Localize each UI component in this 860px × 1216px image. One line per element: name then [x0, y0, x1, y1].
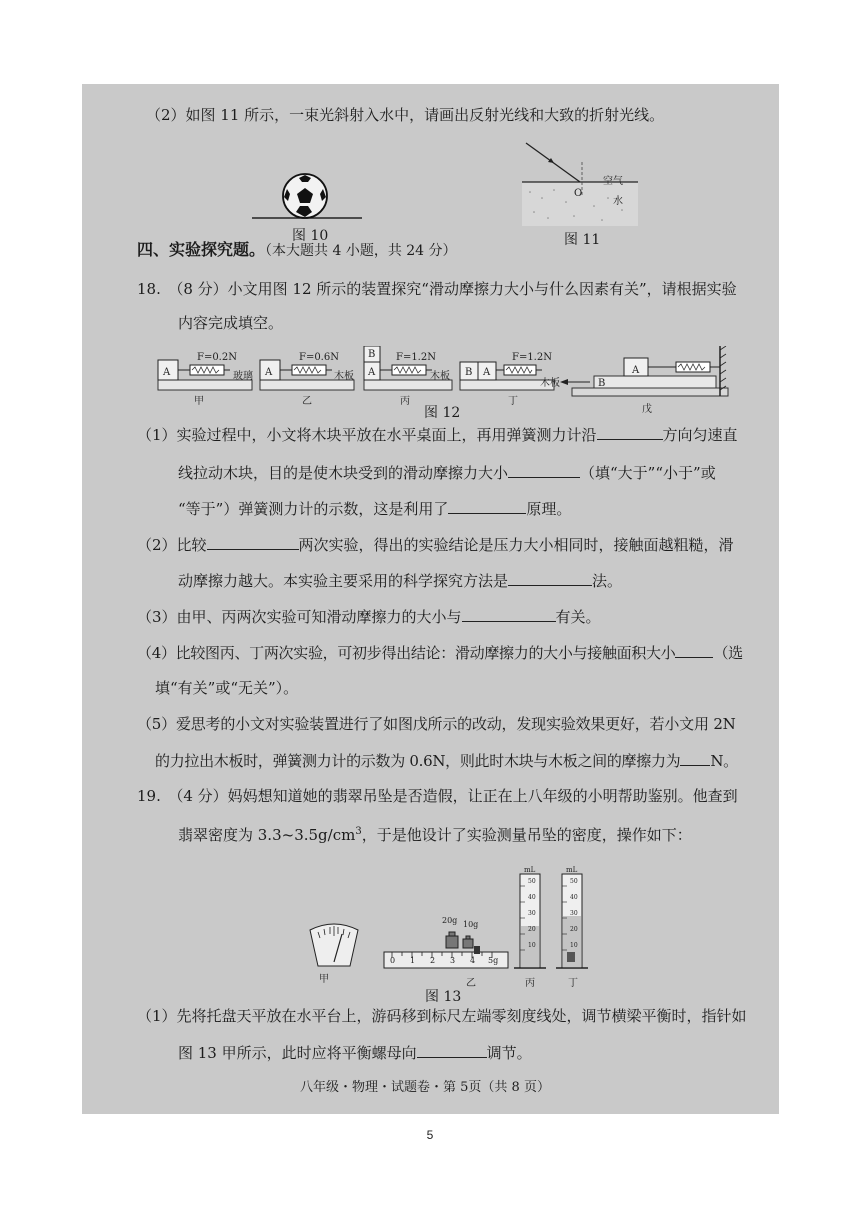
fig12-wu-label: 戊 [642, 404, 652, 415]
q18-part1-line3 [178, 498, 571, 519]
q18-p5-text-b: 的力拉出木板时，弹簧测力计的示数为 0.6N，则此时木块与木板之间的摩擦力为 [155, 752, 681, 770]
answer-blank[interactable] [448, 498, 526, 514]
q18-part4-line2: 填“有关”或“无关”）。 [155, 679, 299, 697]
q18-p4-text-b: （选 [713, 644, 743, 662]
fig13-label-ding: 丁 [568, 978, 578, 989]
fig12-ding-block: A [483, 367, 491, 378]
cyl-ding-10: 10 [570, 942, 578, 949]
fig12-bing-force: F=1.2N [396, 352, 436, 363]
answer-blank[interactable] [462, 606, 556, 622]
fig12-ding-side-block: B [465, 367, 473, 378]
cyl-ding-20: 20 [570, 926, 578, 933]
fig12-wu-board: B [598, 378, 606, 389]
q19-density-text: 翡翠密度为 3.3~3.5g/cm [178, 826, 356, 844]
q18-p2-text-d: 法。 [592, 572, 623, 590]
fig12-bing-block: A [368, 367, 376, 378]
cylinder-bing-unit: mL [524, 866, 536, 874]
scale-tick-4: 4 [470, 956, 476, 965]
q18-p1-text-a: （1）实验过程中，小文将木块平放在水平桌面上，再用弹簧测力计沿 [137, 426, 597, 444]
scale-tick-5g: 5g [488, 956, 499, 965]
q18-part1-line1 [137, 424, 738, 445]
question-18-line-2: 内容完成填空。 [178, 314, 284, 332]
scale-tick-3: 3 [450, 956, 456, 965]
question-19-line-2 [178, 822, 692, 845]
question-18-line-1: 18. （8 分）小文用图 12 所示的装置探究“滑动摩擦力大小与什么因素有关”，请根据实验 [137, 280, 737, 298]
q19-p1-text-c: 调节。 [486, 1044, 532, 1062]
q18-part5-line2 [155, 750, 738, 771]
figure-10-soccer-ball [250, 168, 364, 224]
graduated-cylinder-bing [514, 874, 546, 968]
answer-blank[interactable] [417, 1042, 487, 1058]
q18-part1-line2 [178, 462, 716, 483]
q19-p1-text-b: 图 13 甲所示，此时应将平衡螺母向 [178, 1044, 417, 1062]
weight-20g: 20g [442, 916, 458, 925]
fig12-ding-surface: 木板 [540, 378, 560, 389]
cylinder-ding-unit: mL [566, 866, 578, 874]
figure-11-air-label: 空气 [603, 176, 623, 187]
figure-10-caption: 图 10 [292, 228, 329, 244]
answer-blank[interactable] [597, 424, 663, 440]
q18-p5-text-c: N。 [710, 752, 738, 770]
q18-part5-line1: （5）爱思考的小文对实验装置进行了如图戊所示的改动，发现实验效果更好，若小文用 2N [137, 715, 736, 733]
q18-p1-text-f: 原理。 [526, 500, 572, 518]
q18-part2-line2 [178, 570, 622, 591]
figure-11-water-label: 水 [613, 196, 623, 207]
q18-p1-text-e: “等于”）弹簧测力计的示数，这是利用了 [178, 500, 449, 518]
figure-11-point-o: O [574, 188, 583, 199]
fig13-label-yi: 乙 [466, 978, 476, 989]
fig12-ding-label: 丁 [508, 396, 518, 407]
scale-tick-2: 2 [430, 956, 436, 965]
q19-line2-rest: ，于是他设计了实验测量吊坠的密度，操作如下： [361, 826, 692, 844]
cyl-bing-20: 20 [528, 926, 536, 933]
scale-tick-1: 1 [410, 956, 416, 965]
fig12-jia-label: 甲 [194, 396, 204, 407]
q18-p3-text-a: （3）由甲、丙两次实验可知滑动摩擦力的大小与 [137, 608, 462, 626]
fig12-yi-surface: 木板 [334, 371, 354, 382]
cyl-ding-50: 50 [570, 878, 578, 885]
answer-blank[interactable] [675, 642, 713, 658]
fig13-label-jia: 甲 [319, 974, 329, 985]
q19-density-exponent: 3 [355, 826, 362, 837]
answer-blank[interactable] [508, 462, 580, 478]
question-17-2: （2）如图 11 所示，一束光斜射入水中，请画出反射光线和大致的折射光线。 [146, 106, 665, 124]
cyl-bing-40: 40 [528, 894, 536, 901]
q18-part2-line1 [137, 534, 734, 555]
fig12-wu-block: A [632, 365, 640, 376]
section-4-heading [137, 240, 457, 261]
q18-part4-line1 [137, 642, 743, 663]
fig12-bing-surface: 木板 [430, 371, 450, 382]
q18-part3 [137, 606, 601, 627]
figure-11-light-refraction [518, 140, 642, 230]
q18-p3-text-b: 有关。 [555, 608, 601, 626]
figure-13-caption: 图 13 [425, 989, 462, 1005]
scanned-page [82, 84, 779, 1114]
answer-blank[interactable] [680, 750, 710, 766]
panel-wu [560, 346, 728, 396]
fig13-label-bing: 丙 [525, 978, 535, 989]
cyl-ding-40: 40 [570, 894, 578, 901]
section-4-title: 四、实验探究题。 [137, 240, 266, 259]
fig12-ding-force: F=1.2N [512, 352, 552, 363]
fig12-yi-block: A [265, 367, 273, 378]
q18-p4-text-a: （4）比较图丙、丁两次实验，可初步得出结论：滑动摩擦力的大小与接触面积大小 [137, 644, 676, 662]
question-19-line-1: 19. （4 分）妈妈想知道她的翡翠吊坠是否造假，让正在上八年级的小明帮助鉴别。他查到 [137, 787, 738, 805]
balance-pointer-dial [310, 924, 358, 966]
q18-p2-text-c: 动摩擦力越大。本实验主要采用的科学探究方法是 [178, 572, 509, 590]
q19-part1-line2 [178, 1042, 532, 1063]
q18-p1-text-d: （填“大于”“小于”或 [580, 464, 716, 482]
cyl-bing-10: 10 [528, 942, 536, 949]
cyl-bing-30: 30 [528, 910, 536, 917]
q18-p1-text-c: 线拉动木块，目的是使木块受到的滑动摩擦力大小 [178, 464, 509, 482]
graduated-cylinder-ding [556, 874, 588, 968]
section-4-note: （本大题共 4 小题，共 24 分） [265, 243, 457, 259]
q18-p2-text-a: （2）比较 [137, 536, 207, 554]
fig12-yi-force: F=0.6N [299, 352, 339, 363]
fig12-jia-force: F=0.2N [197, 352, 237, 363]
page-footer: 八年级・物理・试题卷・第 5页（共 8 页） [300, 1080, 550, 1095]
fig12-yi-label: 乙 [302, 396, 312, 407]
figure-12-caption: 图 12 [424, 405, 461, 421]
cyl-ding-30: 30 [570, 910, 578, 917]
weight-10g: 10g [463, 920, 479, 929]
q18-p2-text-b: 两次实验，得出的实验结论是压力大小相同时，接触面越粗糙，滑 [298, 536, 734, 554]
answer-blank[interactable] [508, 570, 592, 586]
q19-part1-line1: （1）先将托盘天平放在水平台上，游码移到标尺左端零刻度线处，调节横梁平衡时，指针如 [137, 1007, 747, 1025]
fig12-jia-block: A [163, 367, 171, 378]
fig12-jia-surface: 玻璃 [233, 371, 253, 382]
figure-11-caption: 图 11 [564, 232, 601, 248]
q18-p1-text-b: 方向匀速直 [662, 426, 738, 444]
answer-blank[interactable] [207, 534, 299, 550]
page-number: 5 [426, 1128, 434, 1142]
cyl-bing-50: 50 [528, 878, 536, 885]
scale-tick-0: 0 [390, 956, 396, 965]
fig12-bing-top-block: B [368, 349, 376, 360]
fig12-bing-label: 丙 [400, 396, 410, 407]
